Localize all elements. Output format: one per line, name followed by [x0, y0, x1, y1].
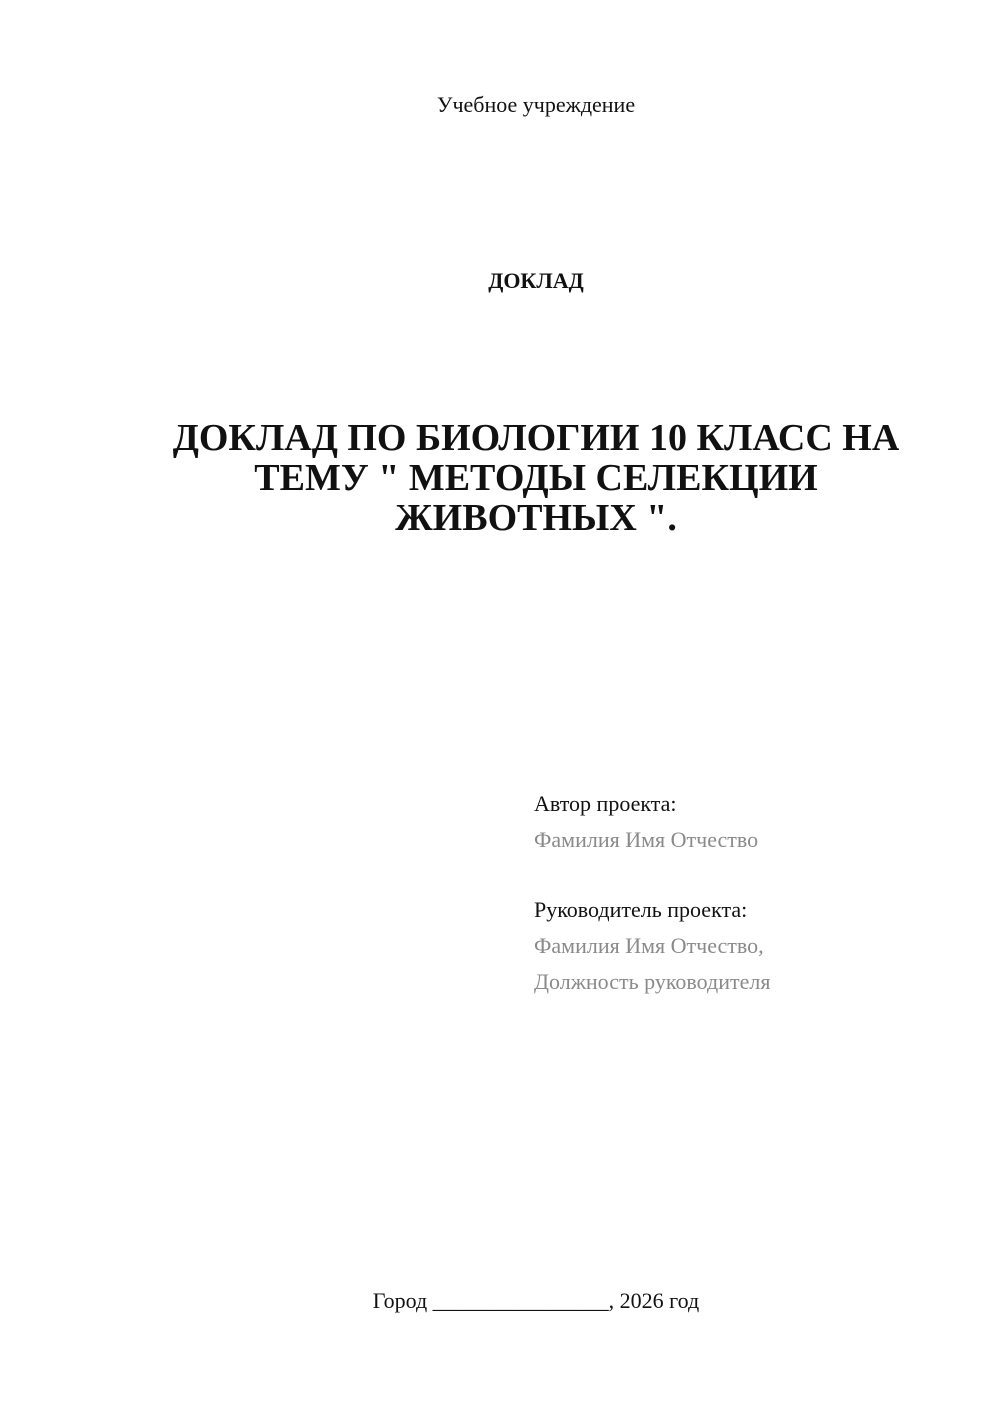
supervisor-position: Должность руководителя	[534, 969, 771, 994]
year-text: , 2026 год	[608, 1288, 700, 1313]
city-year-line	[0, 1288, 1000, 1314]
supervisor-name: Фамилия Имя Отчество,	[534, 933, 764, 958]
report-title: ДОКЛАД ПО БИОЛОГИИ 10 КЛАСС НА ТЕМУ " МЕТОДЫ СЕЛЕКЦИИ ЖИВОТНЫХ ".	[172, 417, 900, 539]
institution-name: Учебное учреждение	[436, 92, 636, 117]
author-label: Автор проекта:	[534, 791, 677, 816]
author-block	[534, 786, 758, 858]
city-blank: ________________	[432, 1288, 609, 1313]
supervisor-label: Руководитель проекта:	[534, 897, 748, 922]
city-label: Город	[372, 1288, 428, 1313]
supervisor-block	[534, 892, 770, 1000]
document-type: ДОКЛАД	[488, 268, 584, 293]
author-name: Фамилия Имя Отчество	[534, 827, 759, 852]
